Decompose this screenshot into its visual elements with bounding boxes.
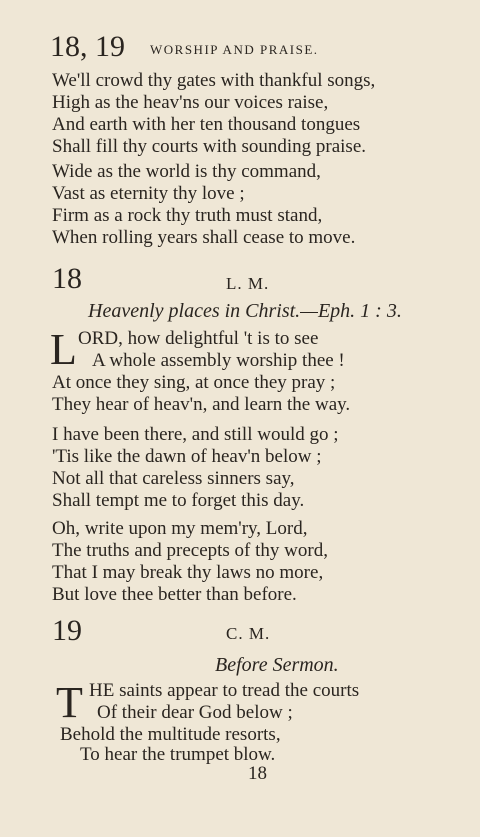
hymn-18-dropcap: L: [50, 325, 77, 374]
page-number: 18: [248, 763, 267, 784]
intro-stanza-1: [52, 70, 375, 158]
verse-line: The truths and precepts of thy word,: [52, 540, 328, 561]
hymn-18-stanza-1-rest: [52, 372, 350, 416]
hymn-18-line-1: ORD, how delightful 't is to see: [78, 328, 319, 349]
hymn-19-dropcap: T: [56, 678, 83, 727]
hymn-19-number: 19: [52, 614, 82, 647]
hymn-19-line-2: Of their dear God below ;: [97, 702, 293, 723]
hymn-18-stanza-3: [52, 518, 328, 606]
verse-line: At once they sing, at once they pray ;: [52, 372, 336, 393]
verse-line: Oh, write upon my mem'ry, Lord,: [52, 518, 308, 539]
intro-stanza-2: [52, 161, 355, 249]
verse-line: High as the heav'ns our voices raise,: [52, 92, 329, 113]
hymn-19-line-4: To hear the trumpet blow.: [80, 744, 276, 765]
hymn-19-subtitle: Before Sermon.: [215, 654, 339, 676]
verse-line: They hear of heav'n, and learn the way.: [52, 394, 351, 415]
hymn-18-subtitle: Heavenly places in Christ.—Eph. 1 : 3.: [88, 300, 402, 322]
hymn-19-meter: C. M.: [226, 624, 271, 643]
hymn-19-line-3: Behold the multitude resorts,: [60, 724, 281, 745]
verse-line: Shall tempt me to forget this day.: [52, 490, 305, 511]
hymn-18-line-2: A whole assembly worship thee !: [92, 350, 345, 371]
verse-line: And earth with her ten thousand tongues: [52, 114, 361, 135]
verse-line: Shall fill thy courts with sounding praise.: [52, 136, 367, 157]
hymn-19-line-1: HE saints appear to tread the courts: [89, 680, 360, 701]
verse-line: Vast as eternity thy love ;: [52, 183, 245, 204]
verse-line: 'Tis like the dawn of heav'n below ;: [52, 446, 322, 467]
verse-line: Wide as the world is thy command,: [52, 161, 321, 182]
verse-line: But love thee better than before.: [52, 584, 297, 605]
verse-line: When rolling years shall cease to move.: [52, 227, 356, 248]
verse-line: Not all that careless sinners say,: [52, 468, 295, 489]
verse-line: I have been there, and still would go ;: [52, 424, 339, 445]
hymn-18-number: 18: [52, 262, 82, 295]
page-header: [50, 30, 470, 70]
verse-line: Firm as a rock thy truth must stand,: [52, 205, 323, 226]
header-hymn-numbers: 18, 19: [50, 30, 125, 63]
hymn-18-meter: L. M.: [226, 274, 270, 293]
hymn-18-stanza-2: [52, 424, 339, 512]
header-title: WORSHIP AND PRAISE.: [150, 42, 319, 57]
verse-line: We'll crowd thy gates with thankful songs,: [52, 70, 376, 91]
verse-line: That I may break thy laws no more,: [52, 562, 324, 583]
